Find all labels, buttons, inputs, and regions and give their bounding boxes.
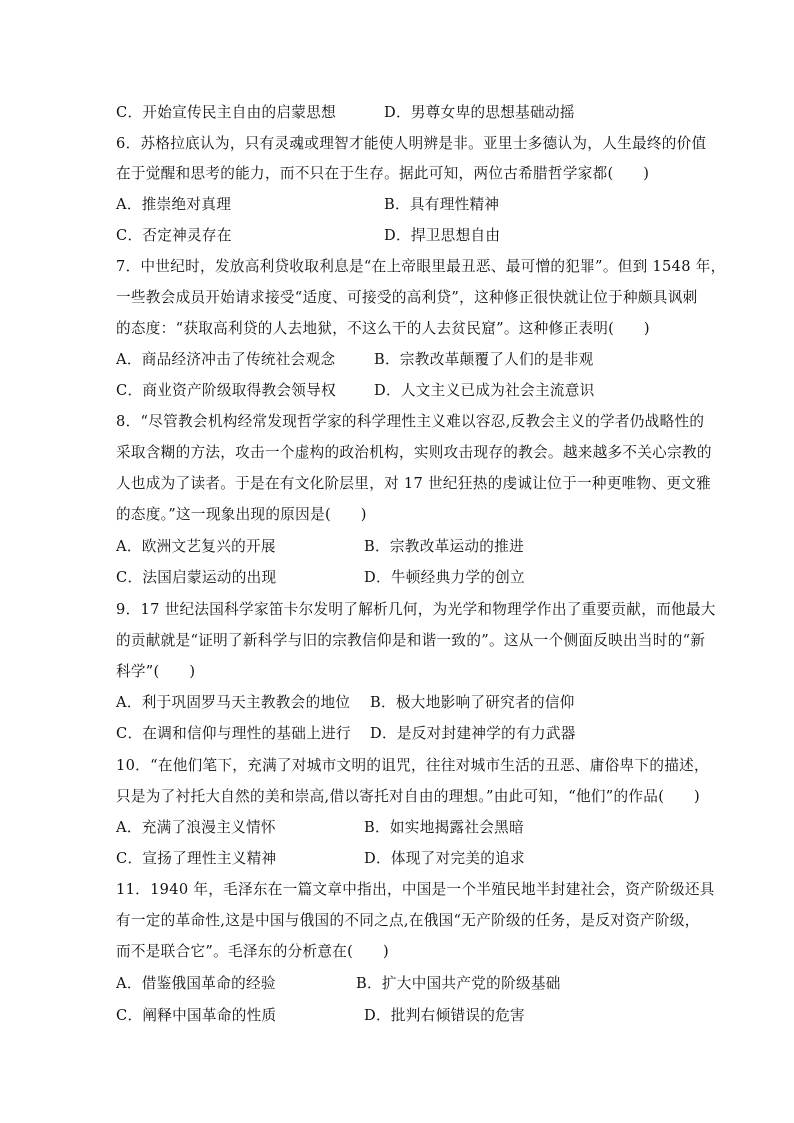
question-stem-line: 一些教会成员开始请求接受“适度、可接受的高利贷”，这种修正很快就让位于种颇具讽刺 <box>116 289 698 306</box>
question-stem-line: 采取含糊的方法，攻击一个虚构的政治机构，实则攻击现存的教会。越来越多不关心宗教的 <box>116 444 712 461</box>
question-stem-line: 在于觉醒和思考的能力，而不只在于生存。据此可知，两位古希腊哲学家都( ) <box>116 165 650 182</box>
option-b: B．宗教改革运动的推进 <box>364 538 524 555</box>
option-c: C．开始宣传民主自由的启蒙思想 <box>116 104 336 121</box>
option-b: B．宗教改革颠覆了人们的是非观 <box>374 351 594 368</box>
option-d: D．男尊女卑的思想基础动摇 <box>384 104 575 121</box>
question-stem-line: 11．1940 年，毛泽东在一篇文章中指出，中国是一个半殖民地半封建社会，资产阶级还具 <box>116 881 715 898</box>
option-c: C．宣扬了理性主义精神 <box>116 850 277 867</box>
option-d: D．牛顿经典力学的创立 <box>364 569 525 586</box>
option-b: B．极大地影响了研究者的信仰 <box>370 694 575 711</box>
option-d: D．是反对封建神学的有力武器 <box>370 725 576 742</box>
option-c: C．在调和信仰与理性的基础上进行 <box>116 725 351 742</box>
option-d: D．批判右倾错误的危害 <box>364 1007 525 1024</box>
question-stem-line: 而不是联合它”。毛泽东的分析意在( ) <box>116 943 389 960</box>
option-d: D．捍卫思想自由 <box>384 227 501 244</box>
option-a: A．推崇绝对真理 <box>116 196 232 213</box>
question-stem-line: 只是为了衬托大自然的美和崇高,借以寄托对自由的理想。”由此可知，“他们”的作品( ) <box>116 788 700 805</box>
option-a: A．商品经济冲击了传统社会观念 <box>116 351 336 368</box>
question-stem-line: 的贡献就是“证明了新科学与旧的宗教信仰是和谐一致的”。这从一个侧面反映出当时的“新 <box>116 632 706 649</box>
option-a: A．利于巩固罗马天主教教会的地位 <box>116 694 351 711</box>
option-c: C．否定神灵存在 <box>116 227 232 244</box>
option-d: D．体现了对完美的追求 <box>364 850 525 867</box>
question-stem-line: 6．苏格拉底认为，只有灵魂或理智才能使人明辨是非。亚里士多德认为，人生最终的价值 <box>116 135 707 152</box>
option-a: A．欧洲文艺复兴的开展 <box>116 538 276 555</box>
question-stem-line: 人也成为了读者。于是在有文化阶层里，对 17 世纪狂热的虔诚让位于一种更唯物、更文雅 <box>116 475 712 492</box>
question-stem-line: 8．“尽管教会机构经常发现哲学家的科学理性主义难以容忍,反教会主义的学者仍战略性的 <box>116 413 705 430</box>
question-stem-line: 7．中世纪时，发放高利贷收取利息是“在上帝眼里最丑恶、最可憎的犯罪”。但到 1548 年， <box>116 258 726 275</box>
question-stem-line: 科学”( ) <box>116 663 196 680</box>
question-stem-line: 的态度：“获取高利贷的人去地狱，不这么干的人去贫民窟”。这种修正表明( ) <box>116 320 650 337</box>
option-a: A．充满了浪漫主义情怀 <box>116 819 276 836</box>
question-stem-line: 的态度。”这一现象出现的原因是( ) <box>116 506 367 523</box>
option-c: C．商业资产阶级取得教会领导权 <box>116 382 336 399</box>
option-b: B．扩大中国共产党的阶级基础 <box>356 975 561 992</box>
option-c: C．阐释中国革命的性质 <box>116 1007 277 1024</box>
option-b: B．具有理性精神 <box>384 196 500 213</box>
option-c: C．法国启蒙运动的出现 <box>116 569 277 586</box>
question-stem-line: 9．17 世纪法国科学家笛卡尔发明了解析几何，为光学和物理学作出了重要贡献，而他最大 <box>116 601 716 618</box>
option-a: A．借鉴俄国革命的经验 <box>116 975 276 992</box>
question-stem-line: 有一定的革命性,这是中国与俄国的不同之点,在俄国“无产阶级的任务，是反对资产阶级， <box>116 912 700 929</box>
question-stem-line: 10．“在他们笔下，充满了对城市文明的诅咒，往往对城市生活的丑恶、庸俗卑下的描述， <box>116 757 709 774</box>
option-b: B．如实地揭露社会黑暗 <box>364 819 524 836</box>
option-d: D．人文主义已成为社会主流意识 <box>374 382 595 399</box>
